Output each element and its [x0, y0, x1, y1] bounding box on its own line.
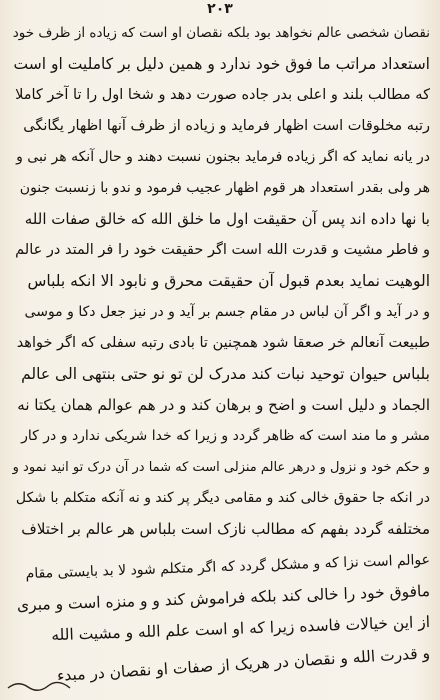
text-line: طبیعت آنعالم خر صعقا شود همچنین تا بادی رتبه سفلی که اگر خواهد	[16, 335, 430, 351]
text-line: از این خیالات فاسده زیرا که او است علم الله و مشیت الله	[50, 613, 431, 645]
text-line: مشر و ما مند است که ظاهر گردد و زیرا که خدا شریکی ندارد و در کار	[21, 428, 430, 444]
text-line: و حکم خود و نزول و درهر عالم منزلی است که شما در آن درک تو انید نمود و	[12, 460, 430, 475]
text-line: رتبه مخلوقات است اظهار فرماید و زیاده از ظرف آنها اظهار یگانگی	[23, 118, 430, 134]
text-line: در یانه نماید که اگر زیاده فرماید بجنون نسبت دهند و حال آنکه هر نبی و	[16, 149, 430, 165]
text-line: الوهیت نماید بعدم قبول آن حقیقت محرق و نابود الا انکه بلباس	[27, 272, 430, 290]
text-line: استعداد مراتب ما فوق خود ندارد و همین دلیل بر کاملیت او است	[13, 55, 430, 73]
text-line: که مطالب بلند و اعلی بدر جاده صورت دهد و شخا اول را تا آخر کاملا	[15, 87, 430, 103]
text-line: بلباس حیوان توحید نبات کند مدرک لن تو نو حتی بنتهی الی عالم	[21, 365, 430, 383]
text-line: و در آید و اگر آن لباس در مقام جسم بر آید و در نیز جعل دکا و موسی	[24, 304, 430, 320]
page-number: ۲۰۳	[207, 1, 233, 17]
text-line: با نها داده اند پس آن حقیقت اول ما خلق الله که خالق صفات الله	[24, 210, 430, 228]
handwritten-text-block	[12, 18, 430, 694]
text-line: نقصان شخصی عالم نخواهد بود بلکه نقصان او است که زیاده از ظرف خود	[12, 25, 430, 41]
text-line: و فاطر مشیت و قدرت الله است اگر حقیقت خود را فر المتد در عالم	[15, 242, 430, 258]
text-line: هر ولی بقدر استعداد هر قوم اظهار عجیب فرمود و ندو با زنسبت جنون	[19, 180, 430, 196]
text-line: در انکه جا حقوق خالی کند و مقامی دیگر پر کند و نه آنکه متکلم با شکل	[15, 490, 430, 506]
text-line: مافوق خود را خالی کند بلکه فراموش کند و و منزه است و مبری	[16, 582, 431, 615]
text-line: و قدرت الله و نقصان در هریک از صفات او نقصان در مبدء	[56, 644, 431, 685]
text-line: عوالم است نزا که و مشکل گردد که اگر متکلم شود لا بد بایستی مقام	[25, 552, 431, 583]
text-line: الجماد و دلیل است و اضح و برهان کند و در هم عوالم همان یکتا نه	[17, 396, 430, 414]
catchword-mark	[4, 676, 84, 694]
text-line: مختلفه گردد بفهم که مطالب نازک است بلباس هر عالم بر اختلاف	[21, 520, 430, 538]
